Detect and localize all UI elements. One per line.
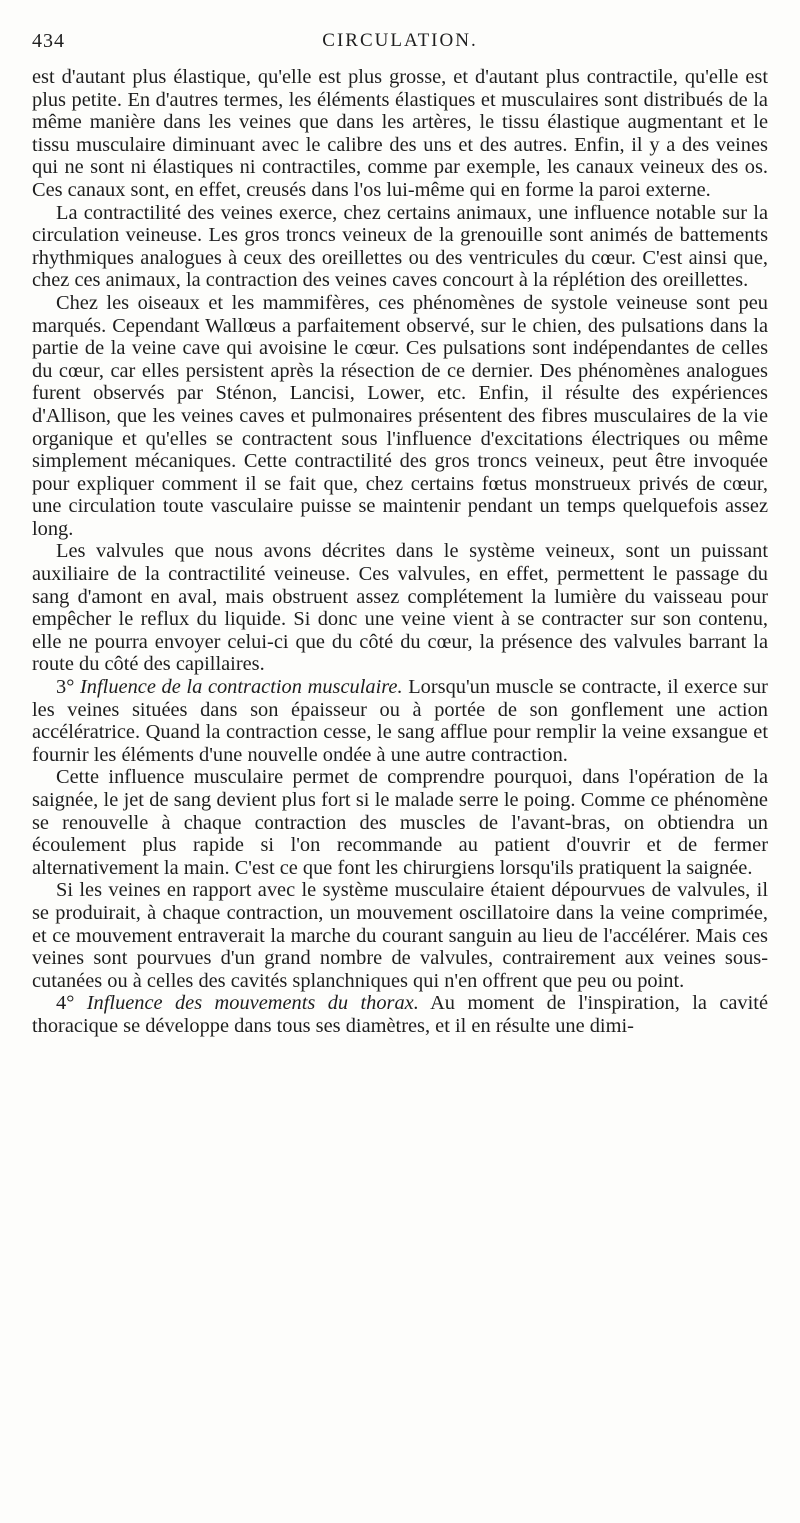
paragraph-bloodletting (32, 766, 768, 879)
section-heading: Influence des mouvements du thorax. (86, 992, 419, 1015)
paragraph-valves (32, 540, 768, 676)
paragraph-text: La contractilité des veines exerce, chez certains animaux, une influence notable sur la circulation veineuse. Les gros troncs veineux de la grenouille sont animés de battements rhythmiques analogues à ceux des oreillettes ou des ventricules du cœur. C'est ainsi que, chez ces animaux, la contraction des veines caves concourt à la réplétion des oreillettes. (32, 201, 768, 292)
paragraph-venous-contractility (32, 202, 768, 292)
paragraph-text: Cette influence musculaire permet de comprendre pourquoi, dans l'opération de la saignée, le jet de sang devient plus fort si le malade serre le poing. Comme ce phénomène se renouvelle à chaque contraction des muscles de l'avant-bras, on obtiendra un écoulement plus rapide si l'on recommande au patient d'ouvrir et de fermer alternativement la main. C'est ce que font les chirurgiens lorsqu'ils pratiquent la saignée. (32, 766, 768, 879)
section-heading: Influence de la contraction musculaire. (80, 676, 403, 699)
paragraph-text: Lorsqu'un muscle se contracte, il exerce sur les veines situées dans son épaisseur ou à portée de son gonflement une action accélératrice. Quand la contraction cesse, le sang afflue pour remplir la veine exsangue et fournir les éléments d'une nouvelle ondée à une autre contraction. (32, 676, 768, 766)
paragraph-elastic-elements (32, 66, 768, 202)
paragraph-text: Si les veines en rapport avec le système musculaire étaient dépourvues de valvules, il se produirait, à chaque contraction, un mouvement oscillatoire dans la veine comprimée, et ce mouvement entraverait la marche du courant sanguin au lieu de l'accélérer. Mais ces veines sont pourvues d'un grand nombre de valvules, contrairement aux veines sous-cutanées ou à celles des cavités splanchniques qui n'en offrent que peu ou point. (32, 879, 768, 992)
running-title: CIRCULATION. (322, 30, 478, 51)
body-text (32, 66, 768, 1038)
paragraph-text: est d'autant plus élastique, qu'elle est plus grosse, et d'autant plus contractile, qu'elle est plus petite. En d'autres termes, les éléments élastiques et musculaires sont distribués de la même manière dans les veines que dans les artères, le tissu élastique augmentant et le tissu musculaire diminuant avec le calibre des uns et des autres. Enfin, il y a des veines qui ne sont ni élastiques ni contractiles, comme par exemple, les canaux veineux des os. Ces canaux sont, en effet, creusés dans l'os lui-même qui en forme la paroi externe. (32, 66, 768, 201)
section-number: 3° (56, 676, 75, 699)
paragraph-oscillatory-movement (32, 879, 768, 992)
page-header (32, 30, 768, 60)
page-number: 434 (32, 30, 65, 52)
paragraph-text: Chez les oiseaux et les mammifères, ces phénomènes de systole veineuse sont peu marqués. Cependant Wallœus a parfaitement observé, sur le chien, des pulsations dans la partie de la veine cave qui avoisine le cœur. Ces pulsations sont indépendantes de celles du cœur, car elles persistent après la résection de ce dernier. Des phénomènes analogues furent observés par Sténon, Lancisi, Lower, etc. Enfin, il résulte des expériences d'Allison, que les veines caves et pulmonaires présentent des fibres musculaires de la vie organique et qu'elles se contractent sous l'influence d'excitations électriques ou même simplement mécaniques. Cette contractilité des gros troncs veineux, peut être invoquée pour expliquer comment il se fait que, chez certains fœtus monstrueux privés de cœur, une circulation toute vasculaire puisse se maintenir pendant un temps quelquefois assez long. (32, 291, 768, 540)
paragraph-birds-mammals (32, 292, 768, 541)
section-thorax-movements (32, 992, 768, 1037)
paragraph-text: Les valvules que nous avons décrites dans le système veineux, sont un puissant auxiliaire de la contractilité veineuse. Ces valvules, en effet, permettent le passage du sang d'amont en aval, mais obstruent assez complétement la lumière du vaisseau pour empêcher le reflux du liquide. Si donc une veine vient à se contracter sur son contenu, elle ne pourra envoyer celui-ci que du côté du cœur, la présence des valvules barrant la route du côté des capillaires. (32, 540, 768, 676)
section-number: 4° (56, 992, 75, 1015)
paragraph-text: Au moment de l'inspiration, la cavité thoracique se développe dans tous ses diamètres, et il en résulte une dimi- (32, 992, 768, 1037)
section-muscular-contraction (32, 676, 768, 766)
